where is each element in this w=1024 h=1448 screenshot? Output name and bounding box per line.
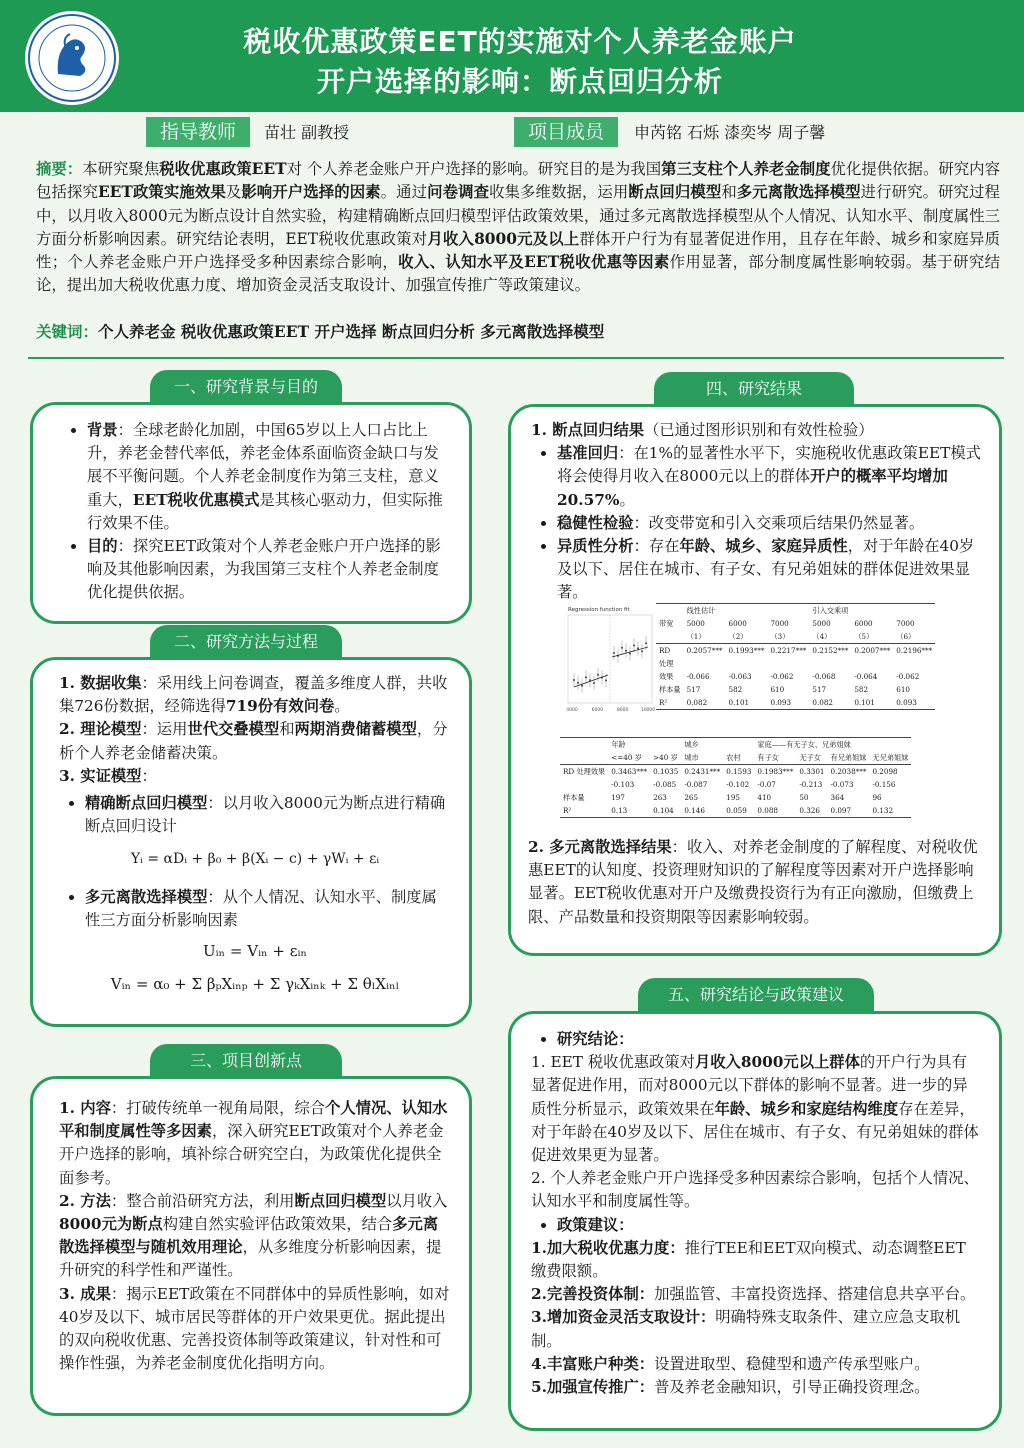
scatter-point	[577, 682, 579, 684]
het-n-cell: 410	[757, 793, 772, 802]
scatter-point	[641, 650, 643, 652]
scatter-point	[581, 685, 583, 687]
het-col: <=40 岁	[608, 751, 650, 765]
col-num: （5）	[851, 630, 893, 644]
x-tick-label: 8000	[616, 708, 629, 713]
het-se-cell: -0.213	[799, 780, 823, 789]
se-cell: -0.062	[770, 672, 794, 681]
members-label: 项目成员	[514, 117, 618, 147]
section5-title: 五、研究结论与政策建议	[638, 978, 874, 1012]
section1-box	[30, 402, 472, 624]
het-n-cell: 364	[830, 793, 845, 802]
row-rd-effect: RD 处理效果	[563, 767, 606, 776]
het-se-cell: -0.156	[872, 780, 896, 789]
het-n-cell: 263	[653, 793, 667, 802]
r2-cell: 0.093	[893, 696, 935, 710]
rd-formula: Yᵢ = αDᵢ + β₀ + β(Xᵢ − c) + γWᵢ + εᵢ	[130, 851, 380, 868]
het-col: 有兄弟姐妹	[828, 751, 870, 765]
scatter-point	[585, 676, 587, 678]
section4-title: 四、研究结果	[654, 372, 854, 406]
group-family: 家庭——有无子女、兄弟姐妹	[754, 738, 911, 752]
het-rd-cell: 0.2038***	[830, 767, 867, 776]
col-num: （1）	[684, 630, 726, 644]
mnl-results-item: 2. 多元离散选择结果：收入、对养老金制度的了解程度、对税收优惠EET的认知度、投资理财知识的了解程度等因素对开户选择影响显著。EET税收优惠对开户及缴费投资行为有正向激励，但缴费上限、产品数量和投资期限等因素影响较弱。	[528, 838, 978, 926]
x-tick-label: 4000	[566, 708, 578, 713]
policy-5: 5.加强宣传推广：普及养老金融知识，引导正确投资理念。	[531, 1378, 930, 1397]
row-rd: RD	[659, 646, 671, 655]
het-rd-cell: 0.1593	[726, 767, 752, 776]
chart-title: Regression function fit	[568, 607, 630, 613]
poster-header	[0, 0, 1024, 112]
theory-model-item: 2. 理论模型：运用世代交叠模型和两期消费储蓄模型，分析个人养老金储蓄决策。	[59, 720, 448, 762]
scatter-point	[633, 645, 635, 647]
section-divider	[28, 357, 1004, 359]
het-rd-cell: 0.2431***	[684, 767, 721, 776]
col-num: （2）	[726, 630, 768, 644]
group-interaction: 引入交乘项	[809, 604, 935, 618]
het-r2-cell: 0.104	[650, 804, 681, 818]
se-cell: -0.062	[896, 672, 920, 681]
bandwidth-cell: 7000	[896, 619, 915, 628]
heterogeneity-table	[560, 737, 911, 818]
se-cell: -0.064	[854, 672, 878, 681]
poster-title-line1: 税收优惠政策EET的实施对个人养老金账户	[243, 25, 797, 58]
mnl-formula-systematic: Vᵢₙ = α₀ + Σ βₚXᵢₙₚ + Σ γₖXᵢₙₖ + Σ θₗXᵢₙₗ	[110, 975, 400, 994]
het-r2-cell: 0.132	[869, 804, 911, 818]
bandwidth-cell: 5000	[686, 619, 705, 628]
het-n-cell: 197	[611, 793, 625, 802]
rd-cell: 0.1993***	[728, 646, 765, 655]
n-cell: 517	[686, 685, 701, 694]
n-cell: 610	[770, 685, 785, 694]
group-linear: 线性估计	[684, 604, 810, 618]
scatter-point	[613, 652, 615, 654]
robustness-item: • 稳健性检验：改变带宽和引入交乘项后结果仍然显著。	[557, 512, 981, 535]
row-r2: R²	[560, 804, 608, 818]
innovation-content-item: 1. 内容：打破传统单一视角局限，综合个人情况、认知水平和制度属性等多因素，深入研究EET政策对个人养老金开户选择的影响，填补综合研究空白，为政策优化提供全面参考。	[59, 1099, 448, 1187]
het-col: 无兄弟姐妹	[869, 751, 911, 765]
conclusion-2: 2. 个人养老金账户开户选择受多种因素综合影响，包括个人情况、认知水平和制度属性等。	[531, 1169, 979, 1211]
het-col: 有子女	[754, 751, 796, 765]
advisor-name: 苗壮 副教授	[264, 123, 350, 142]
rd-model-item: • 精确断点回归模型：以月收入8000元为断点进行精确断点回归设计	[85, 792, 451, 838]
col-num: （6）	[893, 630, 935, 644]
aim-item: • 目的：探究EET政策对个人养老金账户开户选择的影响及其他影响因素，为我国第三支柱个人养老金制度优化提供依据。	[87, 535, 447, 605]
n-cell: 582	[854, 685, 869, 694]
background-item: • 背景：全球老龄化加剧，中国65岁以上人口占比上升，养老金替代率低，养老金体系面临资金缺口与发展不平衡问题。个人养老金制度作为第三支柱，意义重大，EET税收优惠模式是其核心驱动力，但实际推行效果不佳。	[87, 419, 447, 535]
section1-title: 一、研究背景与目的	[150, 370, 342, 404]
mnl-formula-utility: Uᵢₙ = Vᵢₙ + εᵢₙ	[203, 942, 307, 961]
rd-results-heading: 1. 断点回归结果（已通过图形识别和有效性检验）	[531, 421, 874, 439]
se-cell: -0.066	[686, 672, 710, 681]
rd-cell: 0.2152***	[812, 646, 849, 655]
het-col: >40 岁	[650, 751, 681, 765]
rd-cell: 0.2196***	[896, 646, 933, 655]
scatter-point	[637, 647, 639, 649]
scatter-point	[629, 653, 631, 655]
mnl-model-item: • 多元离散选择模型：从个人情况、认知水平、制度属性三方面分析影响因素	[85, 886, 451, 932]
r2-cell: 0.093	[767, 696, 809, 710]
row-bandwidth: 带宽	[659, 619, 674, 628]
row-treat: 处理	[659, 659, 674, 668]
rd-fit-chart	[560, 603, 656, 715]
het-se-cell: -0.073	[830, 780, 854, 789]
abstract: 摘要：本研究聚焦税收优惠政策EET对 个人养老金账户开户选择的影响。研究目的是为我国第三支柱个人养老金制度优化提供依据。研究内容包括探究EET政策实施效果及影响开户选择的因素。通过问卷调查收集多维数据，运用断点回归模型和多元离散选择模型进行研究。研究过程中，以月收入8000元为断点设计自然实验，构建精确断点回归模型评估政策效果，通过多元离散选择模型从个人情况、认知水平、制度属性三方面分析影响因素。研究结论表明，EET税收优惠政策对月收入8000元及以上群体开户行为有显著促进作用，且存在年龄、城乡和家庭异质性；个人养老金账户开户选择受多种因素综合影响，收入、认知水平及EET税收优惠等因素作用显著，部分制度属性影响较弱。基于研究结论，提出加大税收优惠力度、增加资金灵活支取设计、加强宣传推广等政策建议。	[36, 160, 1000, 295]
col-num: （3）	[767, 630, 809, 644]
university-logo-icon	[22, 8, 122, 108]
het-rd-cell: 0.3301	[799, 767, 825, 776]
scatter-point	[605, 679, 607, 681]
row-n: 样本量	[659, 685, 681, 694]
het-r2-cell: 0.097	[828, 804, 870, 818]
policy-4: 4.丰富账户种类：设置进取型、稳健型和遗产传承型账户。	[531, 1354, 930, 1373]
het-se-cell: -0.085	[653, 780, 677, 789]
rd-cell: 0.2057***	[686, 646, 723, 655]
group-city: 城乡	[681, 738, 754, 752]
se-cell: -0.063	[728, 672, 752, 681]
scatter-point	[597, 674, 599, 676]
policy-3: 3.增加资金灵活支取设计：明确特殊支取条件、建立应急支取机制。	[531, 1308, 961, 1350]
baseline-regression-item: • 基准回归：在1%的显著性水平下，实施税收优惠政策EET模式将会使得月收入在8000元以上的群体开户的概率平均增加20.57%。	[557, 442, 981, 512]
section5-box	[508, 1011, 1002, 1431]
data-collection-item: 1. 数据收集：采用线上问卷调查，覆盖多维度人群，共收集726份数据，经筛选得719份有效问卷。	[59, 674, 448, 716]
scatter-point	[593, 682, 595, 684]
rd-cell: 0.2217***	[770, 646, 807, 655]
scatter-point	[573, 679, 575, 681]
het-n-cell: 265	[684, 793, 699, 802]
n-cell: 582	[728, 685, 743, 694]
het-n-cell: 50	[799, 793, 809, 802]
het-se-cell: -0.103	[611, 780, 635, 789]
row-n: 样本量	[563, 793, 585, 802]
advisor-label: 指导教师	[146, 117, 250, 147]
het-r2-cell: 0.326	[796, 804, 827, 818]
rd-results-table	[656, 603, 935, 710]
section2-title: 二、研究方法与过程	[150, 625, 342, 659]
bandwidth-cell: 6000	[854, 619, 873, 628]
het-rd-cell: 0.1035	[653, 767, 679, 776]
poster-title-line2: 开户选择的影响：断点回归分析	[316, 65, 723, 98]
col-num: （4）	[809, 630, 851, 644]
het-col: 农村	[723, 751, 754, 765]
policy-heading: • 政策建议：	[557, 1214, 981, 1237]
conclusion-heading: • 研究结论：	[557, 1028, 981, 1051]
het-se-cell: -0.087	[684, 780, 708, 789]
het-rd-cell: 0.2098	[872, 767, 898, 776]
conclusion-1: 1. EET 税收优惠政策对月收入8000元以上群体的开户行为具有显著促进作用，而对8000元以下群体的影响不显著。进一步的异质性分析显示，政策效果在年龄、城乡和家庭结构维度存在差异，对于年龄在40岁及以下、居住在城市、有子女、有兄弟姐妹的群体促进效果更为显著。	[531, 1053, 979, 1165]
r2-cell: 0.082	[809, 696, 851, 710]
section2-box	[30, 657, 472, 1027]
group-age: 年龄	[608, 738, 681, 752]
het-col: 城市	[681, 751, 723, 765]
scatter-point	[621, 647, 623, 649]
het-rd-cell: 0.3463***	[611, 767, 648, 776]
r2-cell: 0.101	[726, 696, 768, 710]
het-r2-cell: 0.13	[608, 804, 650, 818]
empirical-model-item: 3. 实证模型：	[59, 766, 157, 785]
heterogeneity-item: • 异质性分析：存在年龄、城乡、家庭异质性，对于年龄在40岁及以下、居住在城市、有子女、有兄弟姐妹的群体促进效果显著。	[557, 535, 981, 605]
rd-cell: 0.2007***	[854, 646, 891, 655]
het-r2-cell: 0.088	[754, 804, 796, 818]
scatter-point	[625, 650, 627, 652]
n-cell: 517	[812, 685, 827, 694]
innovation-result-item: 3. 成果：揭示EET政策在不同群体中的异质性影响，如对40岁及以下、城市居民等群体的开户效果更优。据此提出的双向税收优惠、完善投资体制等政策建议，针对性和可操作性强，为养老金制度优化指明方向。	[59, 1284, 450, 1373]
het-n-cell: 96	[872, 793, 882, 802]
se-cell: -0.068	[812, 672, 836, 681]
scatter-point	[645, 642, 647, 644]
x-tick-label: 10000	[640, 708, 656, 713]
x-tick-label: 6000	[591, 708, 604, 713]
n-cell: 610	[896, 685, 910, 694]
het-se-cell: -0.102	[726, 780, 750, 789]
row-r2: R²	[656, 696, 684, 710]
bandwidth-cell: 6000	[728, 619, 747, 628]
bandwidth-cell: 5000	[812, 619, 831, 628]
keywords: 关键词：个人养老金 税收优惠政策EET 开户选择 断点回归分析 多元离散选择模型	[36, 322, 605, 341]
row-effect: 效果	[659, 672, 674, 681]
bandwidth-cell: 7000	[770, 619, 789, 628]
innovation-method-item: 2. 方法：整合前沿研究方法，利用断点回归模型以月收入8000元为断点构建自然实验评估政策效果，结合多元离散选择模型与随机效用理论，从多维度分析影响因素，提升研究的科学性和严谨性。	[59, 1191, 448, 1280]
het-r2-cell: 0.146	[681, 804, 723, 818]
members-names: 申芮铭 石烁 漆奕岑 周子馨	[634, 123, 826, 142]
r2-cell: 0.101	[851, 696, 893, 710]
policy-1: 1.加大税收优惠力度：推行TEE和EET双向模式、动态调整EET缴费限额。	[531, 1238, 966, 1281]
section3-box	[30, 1076, 472, 1416]
policy-2: 2.完善投资体制：加强监管、丰富投资选择、搭建信息共享平台。	[531, 1285, 976, 1304]
het-se-cell: -0.07	[757, 780, 776, 789]
het-rd-cell: 0.1983***	[757, 767, 794, 776]
r2-cell: 0.082	[684, 696, 726, 710]
het-r2-cell: 0.059	[723, 804, 754, 818]
het-col: 无子女	[796, 751, 827, 765]
het-n-cell: 195	[726, 793, 740, 802]
section3-title: 三、项目创新点	[150, 1044, 342, 1078]
